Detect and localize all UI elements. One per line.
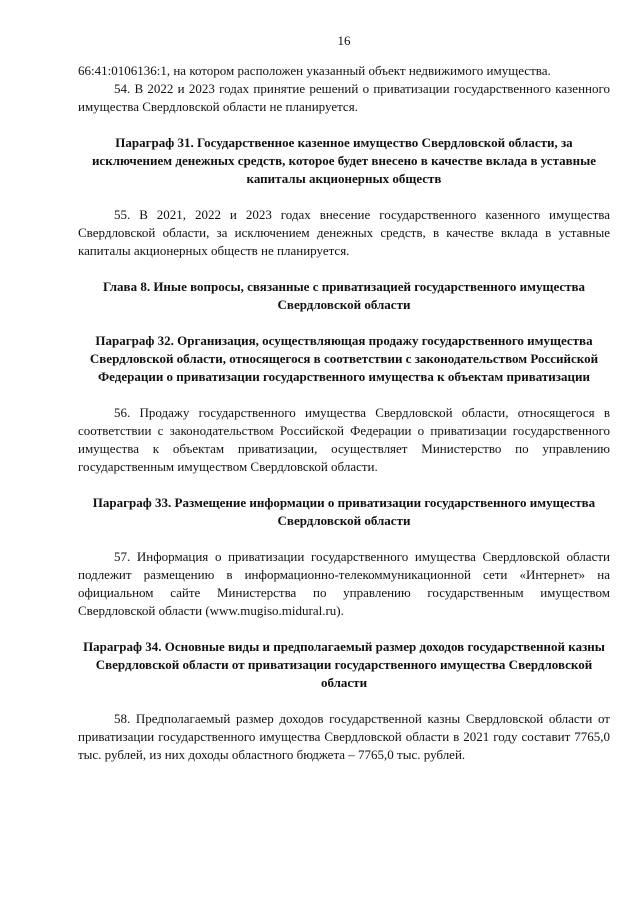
paragraph-55: 55. В 2021, 2022 и 2023 годах внесение государственного казенного имущества Свердловской области, за исключением денежных средств, в качестве вклада в уставные капиталы акционерных обществ не планируется.	[78, 207, 610, 258]
paragraph-54: 54. В 2022 и 2023 годах принятие решений о приватизации государственного казенного имущества Свердловской области не планируется.	[78, 81, 610, 114]
heading-paragraph-33: Параграф 33. Размещение информации о приватизации государственного имущества Свердловской области	[92, 495, 596, 528]
heading-paragraph-34: Параграф 34. Основные виды и предполагаемый размер доходов государственной казны Свердловской области от приватизации государственного имущества Свердловской области	[83, 639, 605, 690]
heading-paragraph-31: Параграф 31. Государственное казенное имущество Свердловской области, за исключением денежных средств, которое будет внесено в качестве вклада в уставные капиталы акционерных обществ	[91, 135, 597, 186]
document-page	[78, 32, 610, 764]
paragraph-58: 58. Предполагаемый размер доходов государственной казны Свердловской области от приватизации государственного имущества Свердловской области в 2021 году составит 7765,0 тыс. рублей, из них доходы областного бюджета – 7765,0 тыс. рублей.	[78, 711, 610, 762]
paragraph-continuation: 66:41:0106136:1, на котором расположен указанный объект недвижимого имущества.	[78, 63, 551, 78]
page-number: 16	[337, 33, 351, 48]
heading-paragraph-32: Параграф 32. Организация, осуществляющая продажу государственного имущества Свердловской области, относящегося в соответствии с законодательством Российской Федерации о приватизации государственного имущества к объектам приватизации	[89, 333, 599, 384]
heading-chapter-8: Глава 8. Иные вопросы, связанные с приватизацией государственного имущества Свердловской области	[102, 279, 586, 312]
paragraph-57: 57. Информация о приватизации государственного имущества Свердловской области подлежит размещению в информационно-телекоммуникационной сети «Интернет» на официальном сайте Министерства по управлению государственным имуществом Свердловской области (www.mugiso.midural.ru).	[78, 549, 610, 618]
paragraph-56: 56. Продажу государственного имущества Свердловской области, относящегося в соответствии с законодательством Российской Федерации о приватизации государственного имущества к объектам приватизации, осуществляет Министерство по управлению государственным имуществом Свердловской области.	[78, 405, 610, 474]
